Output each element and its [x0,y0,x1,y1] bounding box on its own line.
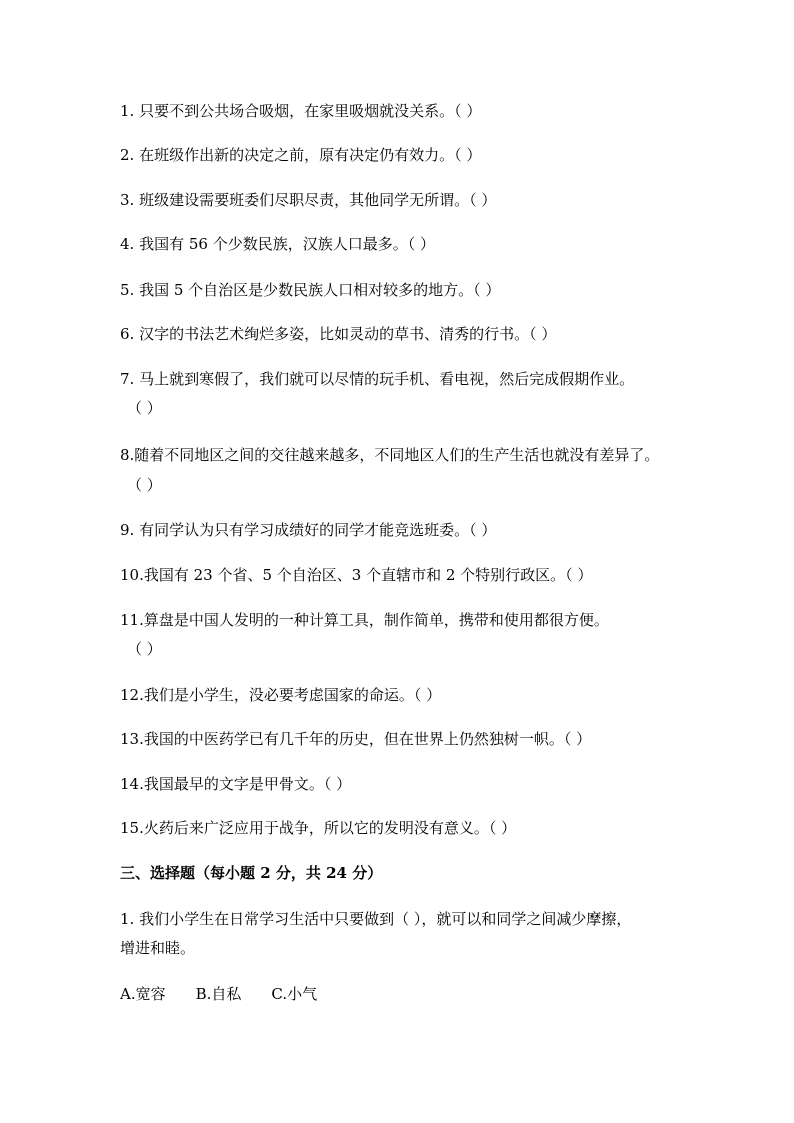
judgement-item-6: 6. 汉字的书法艺术绚烂多姿，比如灵动的草书、清秀的行书。（ ） [120,325,557,343]
judgement-item-10: 10.我国有 23 个省、5 个自治区、3 个直辖市和 2 个特别行政区。（ ） [120,566,593,584]
judgement-item-7: 7. 马上就到寒假了，我们就可以尽情的玩手机、看电视，然后完成假期作业。 [120,370,635,388]
judgement-item-12: 12.我们是小学生，没必要考虑国家的命运。（ ） [120,686,442,704]
judgement-item-7-bracket: （ ） [127,399,162,417]
option-b: B.自私 [195,985,242,1003]
judgement-item-13: 13.我国的中医药学已有几千年的历史，但在世界上仍然独树一帜。（ ） [120,730,592,748]
judgement-item-11: 11.算盘是中国人发明的一种计算工具，制作简单，携带和使用都很方便。 [120,611,609,629]
judgement-item-4: 4. 我国有 56 个少数民族，汉族人口最多。（ ） [120,235,435,253]
judgement-item-3: 3. 班级建设需要班委们尽职尽责，其他同学无所谓。（ ） [120,191,497,209]
judgement-item-5: 5. 我国 5 个自治区是少数民族人口相对较多的地方。（ ） [120,281,501,299]
judgement-item-9: 9. 有同学认为只有学习成绩好的同学才能竞选班委。（ ） [120,521,497,539]
choice-question-1-line2: 增进和睦。 [120,939,196,957]
choice-question-1-options [120,983,684,1005]
judgement-item-8-bracket: （ ） [127,476,162,494]
judgement-item-11-bracket: （ ） [127,640,162,658]
choice-question-1-line1: 1. 我们小学生在日常学习生活中只要做到（ ），就可以和同学之间减少摩擦， [120,910,632,928]
section-heading: 三、选择题（每小题 2 分，共 24 分） [120,864,383,882]
option-a: A.宽容 [120,985,166,1003]
judgement-item-8: 8.随着不同地区之间的交往越来越多，不同地区人们的生产生活也就没有差异了。 [120,446,660,464]
judgement-item-15: 15.火药后来广泛应用于战争，所以它的发明没有意义。（ ） [120,819,517,837]
option-c: C.小气 [271,985,318,1003]
judgement-item-14: 14.我国最早的文字是甲骨文。（ ） [120,775,352,793]
judgement-item-2: 2. 在班级作出新的决定之前，原有决定仍有效力。（ ） [120,146,482,164]
judgement-item-1: 1. 只要不到公共场合吸烟，在家里吸烟就没关系。（ ） [120,102,482,120]
